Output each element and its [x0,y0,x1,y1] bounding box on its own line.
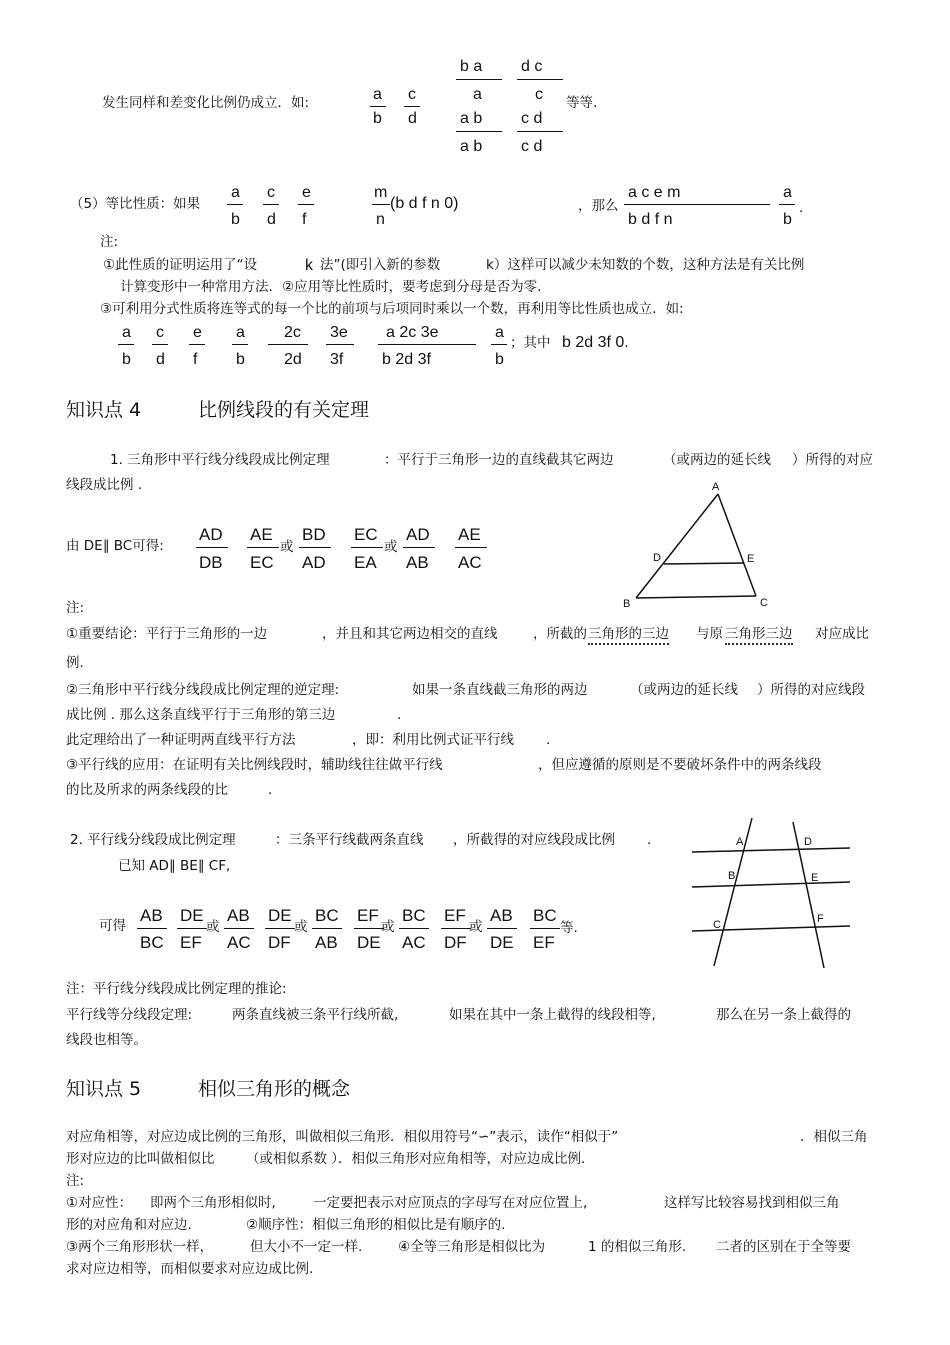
frac-num: BD [302,525,326,544]
frac-den: AD [302,553,326,572]
frac-den: AC [458,553,482,572]
definition-2a: 形对应边的比叫做相似比 [66,1151,215,1167]
theorem2-name: 2. 平行线分线段成比例定理 [70,832,236,848]
note-2g: 此定理给出了一种证明两直线平行方法 [66,732,296,748]
frac-num: BC [533,906,557,925]
vertex-a-label: A [712,481,720,493]
given-text: 已知 AD∥ BE∥ CF, [118,858,231,874]
vertex-c-label: C [760,597,768,609]
frac-den: BC [140,933,164,952]
frac-den: n [376,211,385,228]
frac-num: AE [458,525,481,544]
frac-num: c d [521,110,543,127]
theorem1-body: ：平行于三角形一边的直线截其它两边 [384,452,614,468]
note-2c: （或两边的延长线 [630,682,738,698]
note-1a: ①重要结论：平行于三角形的一边 [66,626,268,642]
frac-num: EF [357,906,379,925]
corollary-c: 如果在其中一条上截得的线段相等, [449,1007,656,1023]
frac-den: b [783,211,792,228]
frac-num: BC [315,906,339,925]
note-1h: 例. [66,655,84,671]
frac-num: AE [250,525,273,544]
note-7: 求对应边相等，而相似要求对应边成比例. [66,1261,314,1277]
frac-den: f [302,211,307,228]
note-1f: 三角形三边 [725,625,793,645]
section-title: 知识点 5 [66,1078,142,1100]
vertex-b-label: B [623,598,631,610]
note-4c: 一定要把表示对应顶点的字母写在对应位置上, [313,1195,588,1211]
sum-den: b d f n [628,211,673,228]
or-text: 或 [206,919,220,935]
definition-1b: ．相似三角 [800,1129,868,1145]
note-3b: ，但应遵循的原则是不要破坏条件中的两条线段 [538,757,822,773]
note-2i: . [546,732,551,748]
frac-den: DB [199,553,223,572]
point-f-label: F [817,913,824,925]
point-b-label: B [728,870,736,882]
or-text: 或 [294,919,308,935]
note-3d: . [268,782,273,798]
frac-num: d c [521,58,543,75]
note-2h: ，即：利用比例式证平行线 [352,732,514,748]
frac-num: a [231,184,240,201]
frac-den: AC [227,933,251,952]
frac-num: AB [227,906,250,925]
frac-num: b a [460,58,483,75]
definition-2b: （或相似系数 ）．相似三角形对应角相等，对应边成比例. [246,1151,586,1167]
frac-den: b [236,351,245,368]
frac-den: d [408,110,417,127]
frac-num: 3e [330,324,348,341]
theorem1-line2: 线段成比例 . [66,477,143,493]
note-6a: ③两个三角形形状一样， [66,1239,214,1255]
corollary-d: 那么在另一条上截得的 [716,1007,851,1023]
note-title: 注: [66,1173,85,1189]
frac-num: e [302,184,311,201]
frac-den: c [535,86,543,103]
frac-den: EC [250,553,274,572]
note-1b: ，并且和其它两边相交的直线 [322,626,498,642]
frac-num: c [408,86,416,103]
frac-num: 2c [284,324,301,341]
note-2e: 成比例 . 那么这条直线平行于三角形的第三边 [66,707,336,723]
dot-text: . [799,200,804,216]
frac-num: AD [199,525,223,544]
theorem2-body: ：三条平行线截两条直线 [275,832,424,848]
frac-den: f [193,351,198,368]
corollary-a: 平行线等分线段定理: [66,1007,193,1023]
frac-num: a [236,324,245,341]
frac-num: DE [268,906,292,925]
section-title: 知识点 4 [66,399,142,421]
note-6d: 1 的相似三角形. [588,1239,687,1255]
frac-num: e [193,324,202,341]
frac-num: a [783,184,792,201]
note-4b: 即两个三角形相似时, [150,1195,276,1211]
then-text: ，那么 [578,198,619,214]
theorem1-name: 1. 三角形中平行线分线段成比例定理 [110,452,330,468]
theorem2-dot: . [647,832,652,848]
frac-den: b [495,351,504,368]
condition-text: b 2d 3f 0. [562,334,629,351]
or-text: 或 [381,919,395,935]
frac-den: EF [180,933,202,952]
frac-num: AB [490,906,513,925]
frac-num: BC [402,906,426,925]
note-2d: ）所得的对应线段 [757,682,865,698]
sum-num: a c e m [628,184,681,201]
definition-1a: 对应角相等，对应边成比例的三角形，叫做相似三角形．相似用符号“∽”表示，读作“相似于” [66,1129,619,1145]
frac-den: DF [444,933,467,952]
vertex-e-label: E [747,553,755,565]
point-d-label: D [804,836,812,848]
frac-den: b [231,211,240,228]
where-text: ；其中 [510,335,551,351]
frac-den: EA [354,553,377,572]
note-1b: 法”(即引入新的参数 [320,257,441,273]
property-label: （5）等比性质：如果 [70,196,201,212]
note-5a: 形的对应角和对应边. [66,1217,192,1233]
frac-den: AB [315,933,338,952]
frac-den: b 2d 3f [382,351,431,368]
frac-num: AB [140,906,163,925]
note-3c: 的比及所求的两条线段的比 [66,782,228,798]
note-1c: k）这样可以减少未知数的个数，这种方法是有关比例 [486,257,805,273]
frac-num: a [373,86,382,103]
note-1a: ①此性质的证明运用了“设 [103,257,258,273]
frac-den: 3f [330,351,344,368]
or-text: 或 [469,919,483,935]
frac-den: EF [533,933,555,952]
frac-den: a [473,86,482,103]
theorem2-tail: ，所截得的对应线段成比例 [453,832,615,848]
note-6c: ④全等三角形是相似比为 [398,1239,546,1255]
condition-text: (b d f n 0) [390,195,459,212]
get-text: 可得 [99,918,126,934]
point-a-label: A [736,836,744,848]
note-4d: 这样写比较容易找到相似三角 [664,1195,840,1211]
note-6e: 二者的区别在于全等要 [716,1239,851,1255]
note-2a: ②三角形中平行线分线段成比例定理的逆定理: [66,682,340,698]
frac-num: AD [406,525,430,544]
note-5b: ②顺序性：相似三角形的相似比是有顺序的. [246,1217,506,1233]
frac-num: EF [444,906,466,925]
corollary-e: 线段也相等。 [66,1032,147,1048]
frac-num: c [267,184,275,201]
note-title: 注: [100,234,119,250]
note-1e: 与原 [696,626,723,642]
note-1d: 三角形的三边 [588,625,669,645]
intro-text: 发生同样和差变化比例仍成立．如: [102,95,310,111]
note-2f: . [397,707,402,723]
frac-num: a b [460,110,483,127]
by-text: 由 DE∥ BC可得: [66,538,164,554]
frac-den: d [267,211,276,228]
frac-num: m [374,184,388,201]
frac-num: DE [180,906,204,925]
frac-den: AC [402,933,426,952]
etc-text: 等. [560,920,578,936]
note-3: ③可利用分式性质将连等式的每一个比的前项与后项同时乘以一个数，再利用等比性质也成立．如: [100,301,684,317]
or-text: 或 [280,539,294,555]
frac-den: d [156,351,165,368]
section-subtitle: 比例线段的有关定理 [198,399,370,421]
theorem1-paren: （或两边的延长线 [663,452,771,468]
corollary-title: 注：平行线分线段成比例定理的推论: [66,981,287,997]
frac-den: 2d [284,351,302,368]
note-1c: ，所截的 [533,626,587,642]
parallel-lines [692,818,850,968]
frac-den: c d [521,138,543,155]
frac-num: c [156,324,164,341]
frac-den: AB [406,553,429,572]
vertex-d-label: D [653,552,661,564]
note-k: k [305,257,313,274]
frac-num: a 2c 3e [386,324,439,341]
frac-num: EC [354,525,378,544]
frac-num: a [122,324,131,341]
corollary-b: 两条直线被三条平行线所截, [232,1007,399,1023]
theorem1-tail: ）所得的对应 [792,452,873,468]
note-4a: ①对应性： [66,1195,133,1211]
frac-den: a b [460,138,483,155]
note-3a: ③平行线的应用：在证明有关比例线段时，辅助线往往做平行线 [66,757,443,773]
note-2b: 如果一条直线截三角形的两边 [412,682,588,698]
note-1g: 对应成比 [815,626,869,642]
note-6b: 但大小不一定一样. [250,1239,363,1255]
frac-num: a [495,324,504,341]
or-text: 或 [384,539,398,555]
note-title: 注: [66,600,85,616]
point-c-label: C [713,919,721,931]
frac-den: b [373,110,382,127]
frac-den: b [122,351,131,368]
frac-den: DF [268,933,291,952]
note-1d: 计算变形中一种常用方法．②应用等比性质时，要考虑到分母是否为零. [120,279,542,295]
tail-text: 等等. [566,95,598,111]
section-subtitle: 相似三角形的概念 [198,1078,351,1100]
point-e-label: E [811,872,819,884]
frac-den: DE [357,933,381,952]
frac-den: DE [490,933,514,952]
